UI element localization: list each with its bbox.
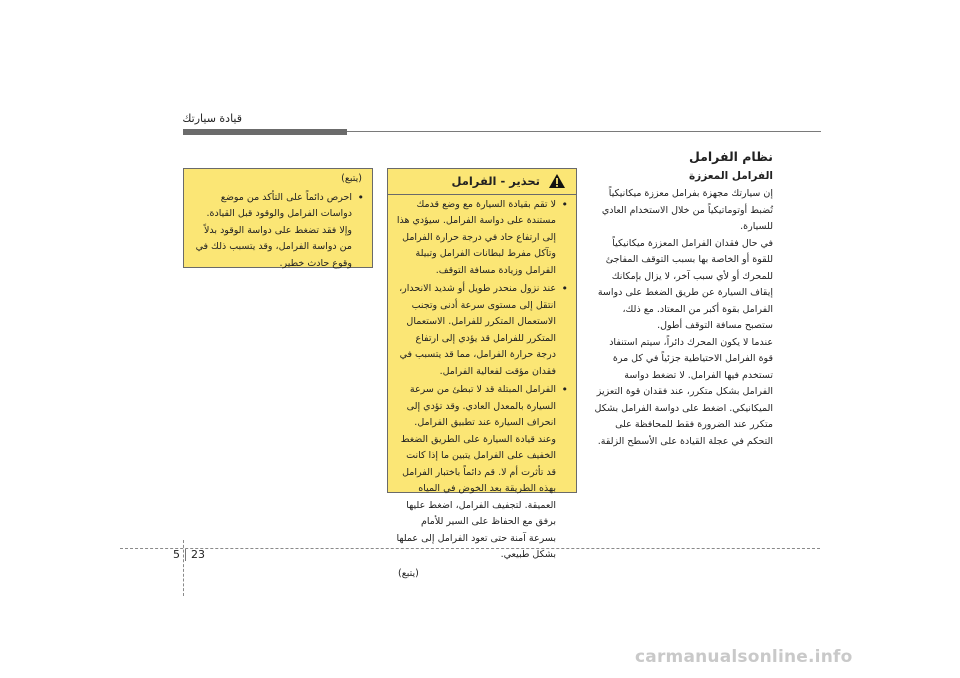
paragraph: إن سيارتك مجهزة بفرامل معززة ميكانيكياً تُضبط أوتوماتيكياً من خلال الاستخدام العادي للسيارة. [601,188,773,232]
list-item: • الفرامل المبتلة قد لا تبطئ من سرعة السيارة بالمعدل العادي. وقد تؤدي إلى انحراف السيارة عند تطبيق الفرامل. وعند قيادة السيارة على الطريق الضغط الخفيف على الفرامل يتبين ما إذا كانت قد تأثرت أم لا. قم دائماً باختبار الفرامل بهذه الطريقة بعد الخوض في المياه العميقة. لتجفيف الفرامل، اضغط عليها برفق مع الحفاظ على السير للأمام بسرعة آمنة حتى تعود الفرامل إلى عملها بشكل طبيعي. [396,382,568,564]
note-list [184,188,372,273]
list-item: • لا تقم بقيادة السيارة مع وضع قدمك مستندة على دواسة الفرامل. سيؤدي هذا إلى ارتفاع حاد في درجة حرارة الفرامل وتآكل مفرط لبطانات الفرامل وتبيلة الفرامل وزيادة مسافة التوقف. [396,197,568,280]
paragraph: في حال فقدان الفرامل المعززة ميكانيكياً للقوة أو الخاصة بها بسبب التوقف المفاجئ للمحرك أو لأي سبب آخر، لا يزال بإمكانك إيقاف السيارة عن طريق الضغط على دواسة الفرامل بقوة أكبر من المعتاد. مع ذلك، ستصبح مسافة التوقف أطول. [597,237,773,331]
page-number-value: 23 [191,548,205,561]
warning-title: تحذير - الفرامل [451,174,540,188]
header-accent-bar [183,129,347,135]
chapter-number: 5 [173,548,180,561]
page-number [173,548,205,561]
warning-box [387,168,577,579]
note-box [183,168,373,268]
footer-rule [120,548,820,549]
warning-header [388,169,576,195]
subtitle: الفرامل المعززة [688,170,773,182]
continued-top-label: (يتبع) [341,173,362,184]
page-header-title: قيادة سيارتك [182,112,242,125]
continued-label: (يتبع) [398,567,419,579]
main-text-column [593,148,773,450]
list-item: • عند نزول منحدر طويل أو شديد الانحدار، انتقل إلى مستوى سرعة أدنى وتجنب الاستعمال المتكرر للفرامل. الاستعمال المتكرر للفرامل قد يؤدي إلى ارتفاع درجة حرارة الفرامل، مما قد يتسبب في فقدان مؤقت لفعالية الفرامل. [396,281,568,380]
section-title: نظام الفرامل [688,149,773,164]
paragraph: عندما لا يكون المحرك دائراً، سيتم استنفاد قوة الفرامل الاحتياطية جزئياً في كل مرة تستخدم فيها الفرامل. لا تضغط دواسة الفرامل بشكل متكرر، عند فقدان قوة التعزيز الميكانيكي. اضغط على دواسة الفرامل بشكل متكرر عند الضرورة فقط للمحافظة على التحكم في عجلة القيادة على الأسطح الزلقة. [594,336,773,447]
list-item: • احرص دائماً على التأكد من موضع دواسات الفرامل والوقود قبل القيادة. وإلا فقد تضغط على دواسة الوقود بدلاً من دواسة الفرامل، وقد يتسبب ذلك في وقوع حادث خطير. [192,190,364,273]
watermark-text: carmanualsonline.info [635,647,853,667]
warning-triangle-icon [548,173,566,189]
warning-list [388,195,576,564]
